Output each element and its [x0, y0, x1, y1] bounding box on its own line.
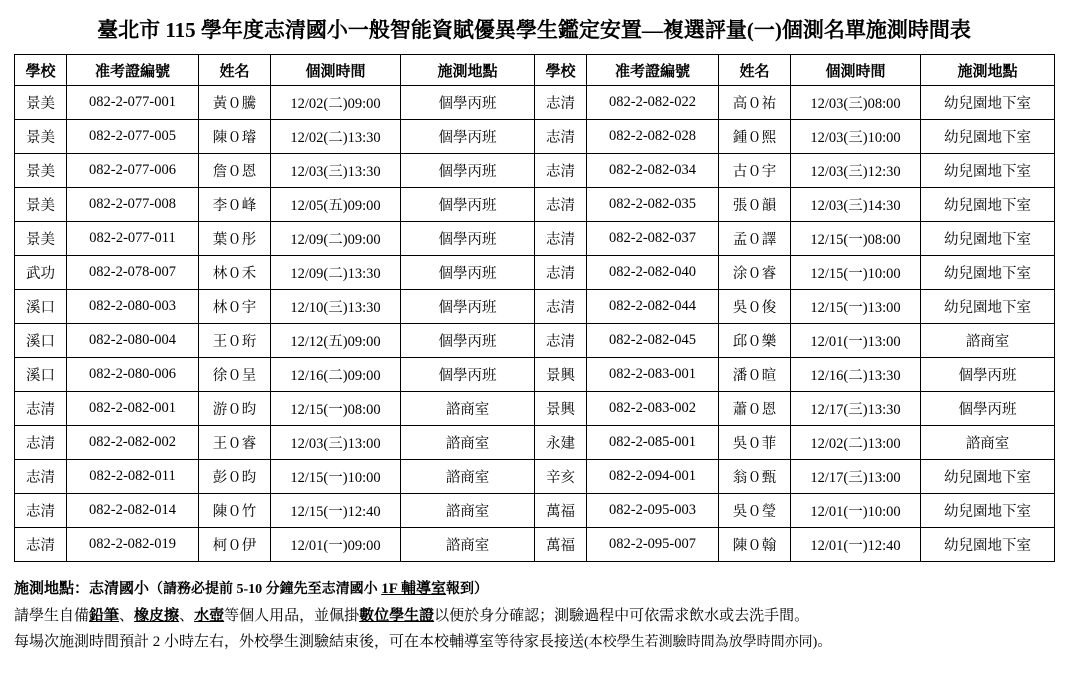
- note-sep-1: 、: [119, 607, 135, 624]
- col-examno-left: 准考證編號: [67, 55, 199, 86]
- cell-time: 12/09(二)13:30: [271, 256, 401, 290]
- col-place-right: 施測地點: [921, 55, 1055, 86]
- cell-school: 志清: [535, 222, 587, 256]
- cell-examno: 082-2-085-001: [587, 426, 719, 460]
- cell-time: 12/17(三)13:00: [791, 460, 921, 494]
- cell-place: 幼兒園地下室: [921, 460, 1055, 494]
- table-row: [15, 392, 1055, 426]
- col-school-left: 學校: [15, 55, 67, 86]
- cell-place: 幼兒園地下室: [921, 120, 1055, 154]
- cell-time: 12/02(二)13:30: [271, 120, 401, 154]
- cell-examno: 082-2-082-011: [67, 460, 199, 494]
- cell-name: 涂０睿: [719, 256, 791, 290]
- cell-school: 志清: [535, 188, 587, 222]
- cell-school: 志清: [15, 494, 67, 528]
- note-duration-b: (本校學生若測驗時間為放學時間亦同)。: [584, 634, 832, 650]
- notes-section: [14, 576, 1054, 655]
- table-header: [15, 55, 1055, 86]
- cell-examno: 082-2-095-007: [587, 528, 719, 562]
- cell-place: 個學丙班: [921, 358, 1055, 392]
- cell-name: 陳０璿: [199, 120, 271, 154]
- cell-place: 幼兒園地下室: [921, 222, 1055, 256]
- cell-school: 永建: [535, 426, 587, 460]
- cell-time: 12/15(一)08:00: [271, 392, 401, 426]
- note-supplies-a: 請學生自備: [14, 607, 90, 624]
- note-location: [14, 576, 1054, 603]
- note-item-eraser: 橡皮擦: [134, 607, 180, 624]
- cell-school: 武功: [15, 256, 67, 290]
- cell-time: 12/09(二)09:00: [271, 222, 401, 256]
- table-row: [15, 154, 1055, 188]
- cell-time: 12/15(一)08:00: [791, 222, 921, 256]
- cell-time: 12/03(三)12:30: [791, 154, 921, 188]
- cell-school: 志清: [15, 426, 67, 460]
- cell-examno: 082-2-077-005: [67, 120, 199, 154]
- cell-place: 個學丙班: [401, 358, 535, 392]
- cell-time: 12/01(一)13:00: [791, 324, 921, 358]
- schedule-table: [14, 54, 1055, 562]
- cell-examno: 082-2-080-006: [67, 358, 199, 392]
- cell-examno: 082-2-082-045: [587, 324, 719, 358]
- cell-examno: 082-2-082-044: [587, 290, 719, 324]
- table-row: [15, 324, 1055, 358]
- cell-place: 個學丙班: [401, 256, 535, 290]
- note-item-pencil: 鉛筆: [89, 607, 120, 624]
- table-row: [15, 256, 1055, 290]
- cell-examno: 082-2-078-007: [67, 256, 199, 290]
- cell-name: 游０昀: [199, 392, 271, 426]
- cell-place: 幼兒園地下室: [921, 528, 1055, 562]
- cell-place: 諮商室: [921, 324, 1055, 358]
- cell-examno: 082-2-080-003: [67, 290, 199, 324]
- cell-place: 諮商室: [401, 494, 535, 528]
- cell-name: 孟０譯: [719, 222, 791, 256]
- cell-place: 諮商室: [401, 460, 535, 494]
- cell-examno: 082-2-083-001: [587, 358, 719, 392]
- cell-place: 個學丙班: [401, 222, 535, 256]
- cell-place: 幼兒園地下室: [921, 494, 1055, 528]
- cell-place: 諮商室: [401, 528, 535, 562]
- cell-school: 志清: [535, 290, 587, 324]
- table-row: [15, 120, 1055, 154]
- col-time-right: 個測時間: [791, 55, 921, 86]
- cell-school: 景興: [535, 358, 587, 392]
- cell-name: 古０宇: [719, 154, 791, 188]
- note-location-text-a: （請務必提前 5-10 分鐘先至志清國小: [149, 582, 382, 597]
- cell-examno: 082-2-082-028: [587, 120, 719, 154]
- cell-time: 12/15(一)10:00: [271, 460, 401, 494]
- cell-examno: 082-2-083-002: [587, 392, 719, 426]
- cell-place: 諮商室: [401, 392, 535, 426]
- cell-time: 12/10(三)13:30: [271, 290, 401, 324]
- table-row: [15, 188, 1055, 222]
- cell-time: 12/15(一)12:40: [271, 494, 401, 528]
- cell-time: 12/15(一)13:00: [791, 290, 921, 324]
- table-row: [15, 426, 1055, 460]
- note-supplies-c: 等個人用品，並佩掛: [224, 607, 360, 624]
- cell-school: 溪口: [15, 290, 67, 324]
- cell-place: 個學丙班: [401, 324, 535, 358]
- cell-name: 吳０俊: [719, 290, 791, 324]
- cell-place: 個學丙班: [401, 154, 535, 188]
- cell-name: 蕭０恩: [719, 392, 791, 426]
- cell-examno: 082-2-082-040: [587, 256, 719, 290]
- note-location-text-b: 報到）: [446, 582, 489, 597]
- cell-school: 志清: [535, 154, 587, 188]
- cell-school: 溪口: [15, 324, 67, 358]
- cell-examno: 082-2-095-003: [587, 494, 719, 528]
- cell-examno: 082-2-077-008: [67, 188, 199, 222]
- cell-place: 幼兒園地下室: [921, 256, 1055, 290]
- col-examno-right: 准考證編號: [587, 55, 719, 86]
- cell-place: 諮商室: [401, 426, 535, 460]
- cell-school: 志清: [535, 324, 587, 358]
- cell-school: 景美: [15, 188, 67, 222]
- cell-examno: 082-2-080-004: [67, 324, 199, 358]
- table-row: [15, 290, 1055, 324]
- cell-school: 志清: [535, 86, 587, 120]
- cell-time: 12/12(五)09:00: [271, 324, 401, 358]
- cell-school: 景興: [535, 392, 587, 426]
- cell-school: 景美: [15, 154, 67, 188]
- table-row: [15, 86, 1055, 120]
- cell-time: 12/03(三)13:00: [271, 426, 401, 460]
- cell-time: 12/03(三)13:30: [271, 154, 401, 188]
- cell-school: 萬福: [535, 528, 587, 562]
- cell-school: 志清: [15, 392, 67, 426]
- cell-examno: 082-2-077-001: [67, 86, 199, 120]
- cell-school: 志清: [535, 120, 587, 154]
- note-item-bottle: 水壺: [194, 607, 225, 624]
- col-place-left: 施測地點: [401, 55, 535, 86]
- cell-time: 12/03(三)14:30: [791, 188, 921, 222]
- cell-place: 個學丙班: [401, 120, 535, 154]
- cell-name: 林０宇: [199, 290, 271, 324]
- cell-name: 林０禾: [199, 256, 271, 290]
- table-row: [15, 460, 1055, 494]
- cell-school: 志清: [535, 256, 587, 290]
- cell-name: 高０祐: [719, 86, 791, 120]
- cell-examno: 082-2-077-011: [67, 222, 199, 256]
- cell-time: 12/02(二)09:00: [271, 86, 401, 120]
- cell-school: 景美: [15, 222, 67, 256]
- cell-name: 陳０翰: [719, 528, 791, 562]
- table-row: [15, 222, 1055, 256]
- page-title: 臺北市 115 學年度志清國小一般智能資賦優異學生鑑定安置—複選評量(一)個測名單施測時間表: [97, 18, 971, 42]
- cell-school: 景美: [15, 86, 67, 120]
- cell-time: 12/01(一)09:00: [271, 528, 401, 562]
- col-name-right: 姓名: [719, 55, 791, 86]
- note-duration-a: 每場次施測時間預計 2 小時左右，外校學生測驗結束後，可在本校輔導室等待家長接送: [14, 633, 585, 650]
- cell-school: 辛亥: [535, 460, 587, 494]
- cell-time: 12/03(三)08:00: [791, 86, 921, 120]
- cell-examno: 082-2-082-002: [67, 426, 199, 460]
- cell-place: 諮商室: [921, 426, 1055, 460]
- cell-time: 12/17(三)13:30: [791, 392, 921, 426]
- table-header-row: [15, 55, 1055, 86]
- cell-school: 溪口: [15, 358, 67, 392]
- cell-examno: 082-2-082-034: [587, 154, 719, 188]
- cell-name: 陳０竹: [199, 494, 271, 528]
- table-row: [15, 528, 1055, 562]
- note-supplies: [14, 603, 1054, 629]
- cell-place: 個學丙班: [401, 188, 535, 222]
- cell-place: 幼兒園地下室: [921, 154, 1055, 188]
- cell-time: 12/05(五)09:00: [271, 188, 401, 222]
- cell-name: 潘０暄: [719, 358, 791, 392]
- cell-name: 詹０恩: [199, 154, 271, 188]
- cell-time: 12/15(一)10:00: [791, 256, 921, 290]
- table-row: [15, 358, 1055, 392]
- cell-examno: 082-2-082-022: [587, 86, 719, 120]
- cell-place: 幼兒園地下室: [921, 290, 1055, 324]
- cell-examno: 082-2-082-019: [67, 528, 199, 562]
- cell-time: 12/16(二)13:30: [791, 358, 921, 392]
- cell-time: 12/01(一)10:00: [791, 494, 921, 528]
- cell-name: 黃０騰: [199, 86, 271, 120]
- cell-name: 吳０瑩: [719, 494, 791, 528]
- col-school-right: 學校: [535, 55, 587, 86]
- cell-time: 12/02(二)13:00: [791, 426, 921, 460]
- cell-examno: 082-2-082-014: [67, 494, 199, 528]
- cell-name: 徐０呈: [199, 358, 271, 392]
- cell-place: 個學丙班: [921, 392, 1055, 426]
- cell-name: 王０睿: [199, 426, 271, 460]
- cell-school: 景美: [15, 120, 67, 154]
- note-location-room: 1F 輔導室: [381, 581, 447, 597]
- cell-name: 王０珩: [199, 324, 271, 358]
- cell-place: 個學丙班: [401, 290, 535, 324]
- cell-time: 12/01(一)12:40: [791, 528, 921, 562]
- cell-name: 邱０樂: [719, 324, 791, 358]
- cell-time: 12/16(二)09:00: [271, 358, 401, 392]
- cell-examno: 082-2-077-006: [67, 154, 199, 188]
- cell-examno: 082-2-082-035: [587, 188, 719, 222]
- cell-place: 個學丙班: [401, 86, 535, 120]
- cell-time: 12/03(三)10:00: [791, 120, 921, 154]
- col-name-left: 姓名: [199, 55, 271, 86]
- note-duration: [14, 629, 1054, 656]
- cell-name: 鍾０熙: [719, 120, 791, 154]
- cell-name: 柯０伊: [199, 528, 271, 562]
- cell-name: 李０峰: [199, 188, 271, 222]
- cell-name: 張０韻: [719, 188, 791, 222]
- note-sep-2: 、: [179, 607, 195, 624]
- cell-name: 彭０昀: [199, 460, 271, 494]
- cell-examno: 082-2-082-037: [587, 222, 719, 256]
- note-item-student-card: 數位學生證: [359, 607, 435, 624]
- table-body: [15, 86, 1055, 562]
- cell-examno: 082-2-082-001: [67, 392, 199, 426]
- cell-examno: 082-2-094-001: [587, 460, 719, 494]
- cell-school: 萬福: [535, 494, 587, 528]
- col-time-left: 個測時間: [271, 55, 401, 86]
- cell-place: 幼兒園地下室: [921, 86, 1055, 120]
- note-supplies-d: 以便於身分確認；測驗過程中可依需求飲水或去洗手間。: [434, 607, 810, 624]
- cell-name: 葉０彤: [199, 222, 271, 256]
- cell-name: 吳０菲: [719, 426, 791, 460]
- cell-school: 志清: [15, 528, 67, 562]
- cell-place: 幼兒園地下室: [921, 188, 1055, 222]
- cell-name: 翁０甄: [719, 460, 791, 494]
- note-location-label: 施測地點：志清國小: [14, 581, 150, 597]
- cell-school: 志清: [15, 460, 67, 494]
- table-row: [15, 494, 1055, 528]
